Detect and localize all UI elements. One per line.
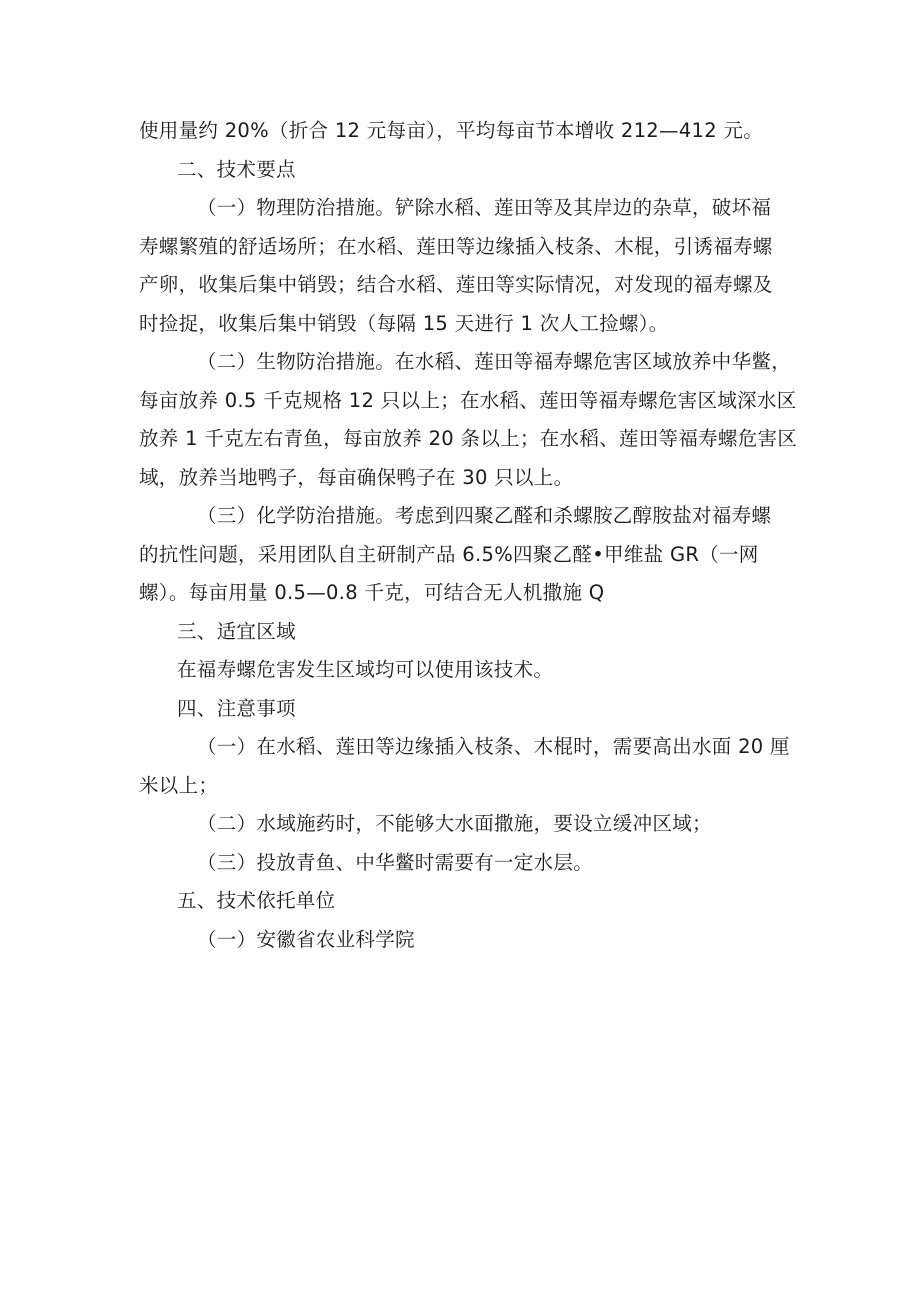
section-heading-suitable-area: 三、适宜区域 bbox=[177, 619, 296, 643]
paragraph-chemical-control-line: 的抗性问题，采用团队自主研制产品 6.5%四聚乙醛•甲维盐 GR（一网 bbox=[139, 542, 759, 566]
paragraph-precaution-line: （二）水域施药时，不能够大水面撒施，要设立缓冲区域； bbox=[197, 812, 712, 835]
paragraph-biological-control-line: 放养 1 千克左右青鱼，每亩放养 20 条以上；在水稻、莲田等福寿螺危害区 bbox=[139, 427, 798, 450]
paragraph-precaution-line: （一）在水稻、莲田等边缘插入枝条、木棍时，需要高出水面 20 厘 bbox=[197, 735, 790, 758]
paragraph-physical-control-line: 寿螺繁殖的舒适场所；在水稻、莲田等边缘插入枝条、木棍，引诱福寿螺 bbox=[139, 234, 773, 258]
document-page bbox=[139, 112, 798, 959]
section-heading-supporting-units: 五、技术依托单位 bbox=[177, 889, 336, 912]
paragraph-physical-control-line: 产卵，收集后集中销毁；结合水稻、莲田等实际情况，对发现的福寿螺及 bbox=[139, 273, 773, 296]
paragraph-precaution-line: （三）投放青鱼、中华鳖时需要有一定水层。 bbox=[197, 850, 594, 874]
paragraph-chemical-control-line: （三）化学防治措施。考虑到四聚乙醛和杀螺胺乙醇胺盐对福寿螺 bbox=[197, 504, 772, 527]
paragraph-supporting-unit: （一）安徽省农业科学院 bbox=[197, 927, 415, 951]
paragraph-suitable-area: 在福寿螺危害发生区域均可以使用该技术。 bbox=[177, 658, 554, 681]
paragraph-chemical-control-line: 螺）。每亩用量 0.5—0.8 千克，可结合无人机撒施 Q bbox=[139, 581, 605, 604]
section-heading-precautions: 四、注意事项 bbox=[177, 696, 296, 720]
paragraph-physical-control-line: （一）物理防治措施。铲除水稻、莲田等及其岸边的杂草，破坏福 bbox=[197, 196, 772, 219]
section-heading-technical-points: 二、技术要点 bbox=[177, 157, 296, 181]
paragraph-biological-control-line: （二）生物防治措施。在水稻、莲田等福寿螺危害区域放养中华鳖， bbox=[197, 350, 792, 373]
paragraph-precaution-line: 米以上； bbox=[139, 773, 219, 797]
paragraph-biological-control-line: 每亩放养 0.5 千克规格 12 只以上；在水稻、莲田等福寿螺危害区域深水区 bbox=[139, 388, 797, 412]
paragraph-physical-control-line: 时捡捉，收集后集中销毁（每隔 15 天进行 1 次人工捡螺）。 bbox=[139, 311, 669, 335]
paragraph-biological-control-line: 域，放养当地鸭子，每亩确保鸭子在 30 只以上。 bbox=[139, 465, 574, 489]
paragraph-continuation-line: 使用量约 20%（折合 12 元每亩），平均每亩节本增收 212—412 元。 bbox=[139, 119, 764, 142]
